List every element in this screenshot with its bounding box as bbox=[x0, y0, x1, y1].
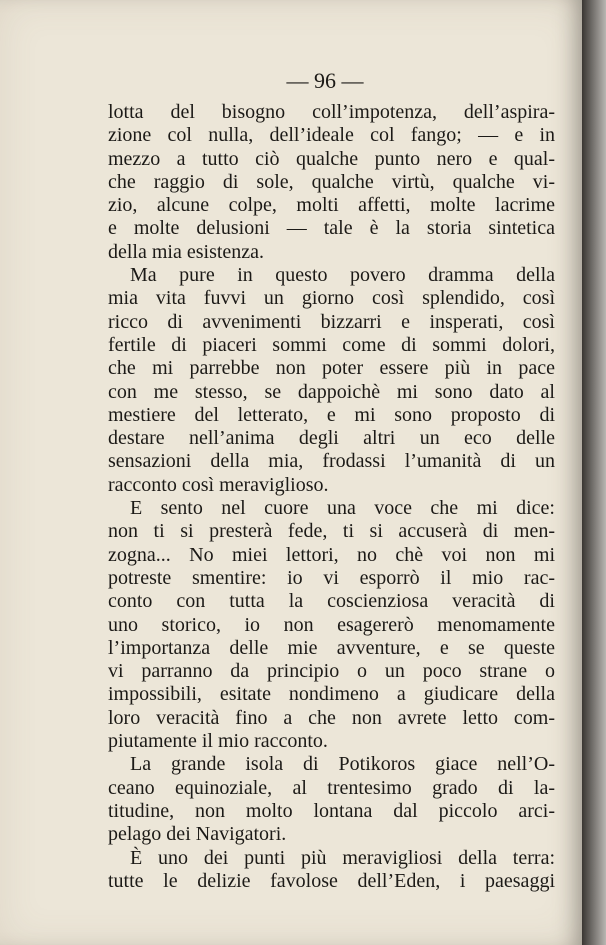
text-line: mestiere del letterato, e mi sono proposto di bbox=[108, 403, 555, 426]
text-line: che mi parrebbe non poter essere più in pace bbox=[108, 357, 555, 380]
text-line: impossibili, esitate nondimeno a giudicare della bbox=[108, 683, 555, 706]
text-line: l’importanza delle mie avventure, e se queste bbox=[108, 636, 555, 659]
text-line: loro veracità fino a che non avrete letto com- bbox=[108, 706, 555, 729]
page-number: — 96 — bbox=[286, 68, 364, 93]
text-line: racconto così meraviglioso. bbox=[108, 473, 329, 496]
text-line: ceano equinoziale, al trentesimo grado di la- bbox=[108, 776, 555, 799]
text-line: che raggio di sole, qualche virtù, qualche vi- bbox=[108, 170, 555, 193]
text-line: zione col nulla, dell’ideale col fango; — e in bbox=[108, 124, 555, 147]
text-line: mezzo a tutto ciò qualche punto nero e qual- bbox=[108, 147, 555, 170]
text-line: fertile di piaceri sommi come di sommi dolori, bbox=[108, 333, 555, 356]
text-line: conto con tutta la coscienziosa veracità di bbox=[108, 590, 555, 613]
text-line: e molte delusioni — tale è la storia sintetica bbox=[108, 217, 555, 240]
text-line: uno storico, io non esagererò menomamente bbox=[108, 613, 555, 636]
text-line: mia vita fuvvi un giorno così splendido, così bbox=[108, 287, 555, 310]
text-line: zio, alcune colpe, molti affetti, molte lacrime bbox=[108, 194, 555, 217]
text-line: tutte le delizie favolose dell’Eden, i paesaggi bbox=[108, 869, 555, 892]
text-line: sensazioni della mia, frodassi l’umanità di un bbox=[108, 450, 555, 473]
text-line: titudine, non molto lontana dal piccolo arci- bbox=[108, 799, 555, 822]
text-line: pelago dei Navigatori. bbox=[108, 823, 287, 846]
text-line: della mia esistenza. bbox=[108, 240, 265, 263]
text-line: zogna... No miei lettori, no chè voi non mi bbox=[108, 543, 555, 566]
text-line: È uno dei punti più meravigliosi della terra: bbox=[130, 846, 555, 869]
text-line: E sento nel cuore una voce che mi dice: bbox=[130, 497, 555, 520]
body-text bbox=[108, 101, 555, 893]
book-spine bbox=[582, 0, 606, 945]
text-line: ricco di avvenimenti bizzarri e insperati, così bbox=[108, 310, 555, 333]
text-line: con me stesso, se dappoichè mi sono dato al bbox=[108, 380, 555, 403]
text-line: non ti si presterà fede, ti si accuserà di men- bbox=[108, 520, 555, 543]
text-line: destare nell’anima degli altri un eco delle bbox=[108, 427, 555, 450]
text-line: La grande isola di Potikoros giace nell’O- bbox=[130, 753, 555, 776]
text-line: potreste smentire: io vi esporrò il mio rac- bbox=[108, 566, 555, 589]
text-line: piutamente il mio racconto. bbox=[108, 730, 328, 753]
text-line: Ma pure in questo povero dramma della bbox=[130, 264, 555, 287]
text-line: lotta del bisogno coll’impotenza, dell’aspira- bbox=[108, 101, 555, 123]
text-line: vi parranno da principio o un poco strane o bbox=[108, 660, 555, 683]
